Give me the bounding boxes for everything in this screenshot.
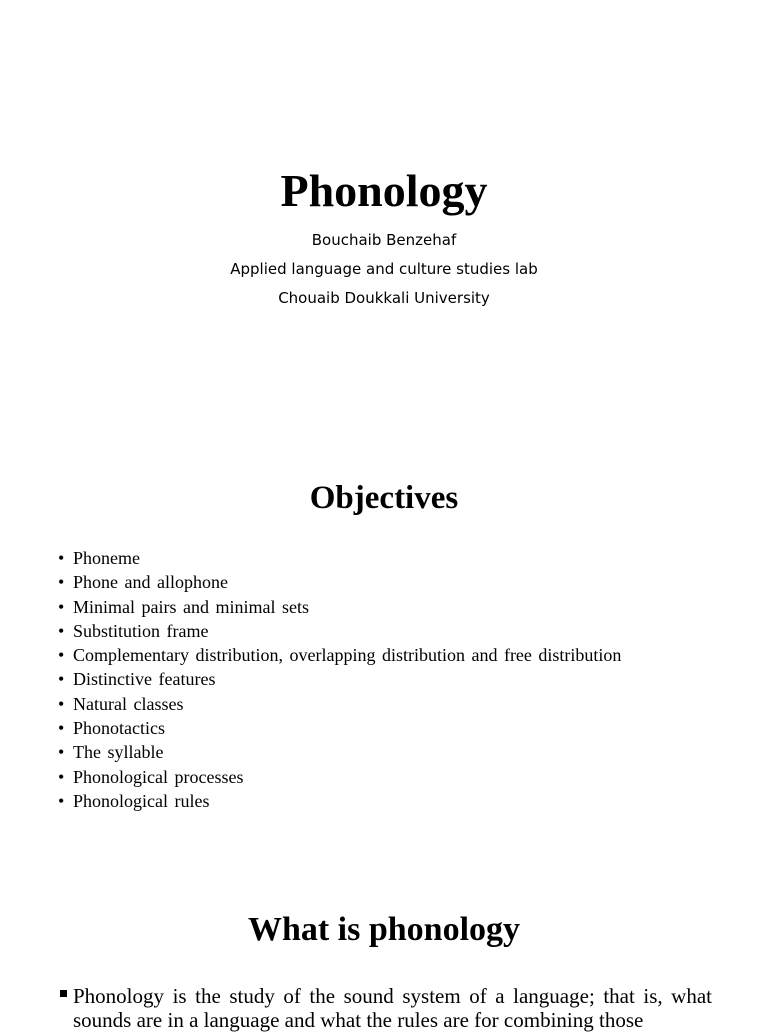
- list-item-label: Phonotactics: [73, 718, 165, 739]
- list-item: [58, 740, 621, 764]
- objectives-title: Objectives: [309, 480, 459, 516]
- objectives-list: [58, 546, 621, 813]
- list-item: [58, 716, 621, 740]
- definition-text: Phonology is the study of the sound system of a language; that is, what sounds are in a language and what the rules are for combining those: [73, 984, 712, 1032]
- list-item-label: Substitution frame: [73, 620, 209, 641]
- list-item: [58, 595, 621, 619]
- list-item-label: The syllable: [73, 742, 164, 763]
- list-item: [58, 789, 621, 813]
- bullet-icon: •: [58, 790, 65, 811]
- bullet-icon: •: [58, 669, 65, 690]
- lab-name: Applied language and culture studies lab: [230, 260, 538, 278]
- definition-paragraph: [60, 984, 712, 1032]
- author-name: Bouchaib Benzehaf: [311, 231, 457, 249]
- phonology-title: Phonology: [280, 165, 488, 216]
- list-item: [58, 692, 621, 716]
- university-name: Chouaib Doukkali University: [278, 289, 490, 307]
- bullet-icon: •: [58, 645, 65, 666]
- square-bullet-icon: [60, 990, 67, 997]
- bullet-icon: •: [58, 718, 65, 739]
- what-is-phonology-title: What is phonology: [247, 911, 521, 948]
- list-item-label: Phonological processes: [73, 766, 244, 787]
- list-item-label: Distinctive features: [73, 669, 216, 690]
- list-item: [58, 643, 621, 667]
- list-item-label: Phone and allophone: [73, 572, 228, 593]
- list-item: [58, 667, 621, 691]
- bullet-icon: •: [58, 766, 65, 787]
- list-item-label: Complementary distribution, overlapping distribution and free distribution: [73, 645, 622, 666]
- list-item: [58, 570, 621, 594]
- bullet-icon: •: [58, 742, 65, 763]
- list-item-label: Phonological rules: [73, 790, 210, 811]
- list-item: [58, 765, 621, 789]
- list-item-label: Natural classes: [73, 693, 184, 714]
- bullet-icon: •: [58, 572, 65, 593]
- bullet-icon: •: [58, 596, 65, 617]
- list-item: [58, 619, 621, 643]
- bullet-icon: •: [58, 548, 65, 568]
- bullet-icon: •: [58, 620, 65, 641]
- bullet-icon: •: [58, 693, 65, 714]
- list-item: [58, 546, 621, 570]
- list-item-label: Minimal pairs and minimal sets: [73, 596, 309, 617]
- list-item-label: Phoneme: [73, 548, 140, 568]
